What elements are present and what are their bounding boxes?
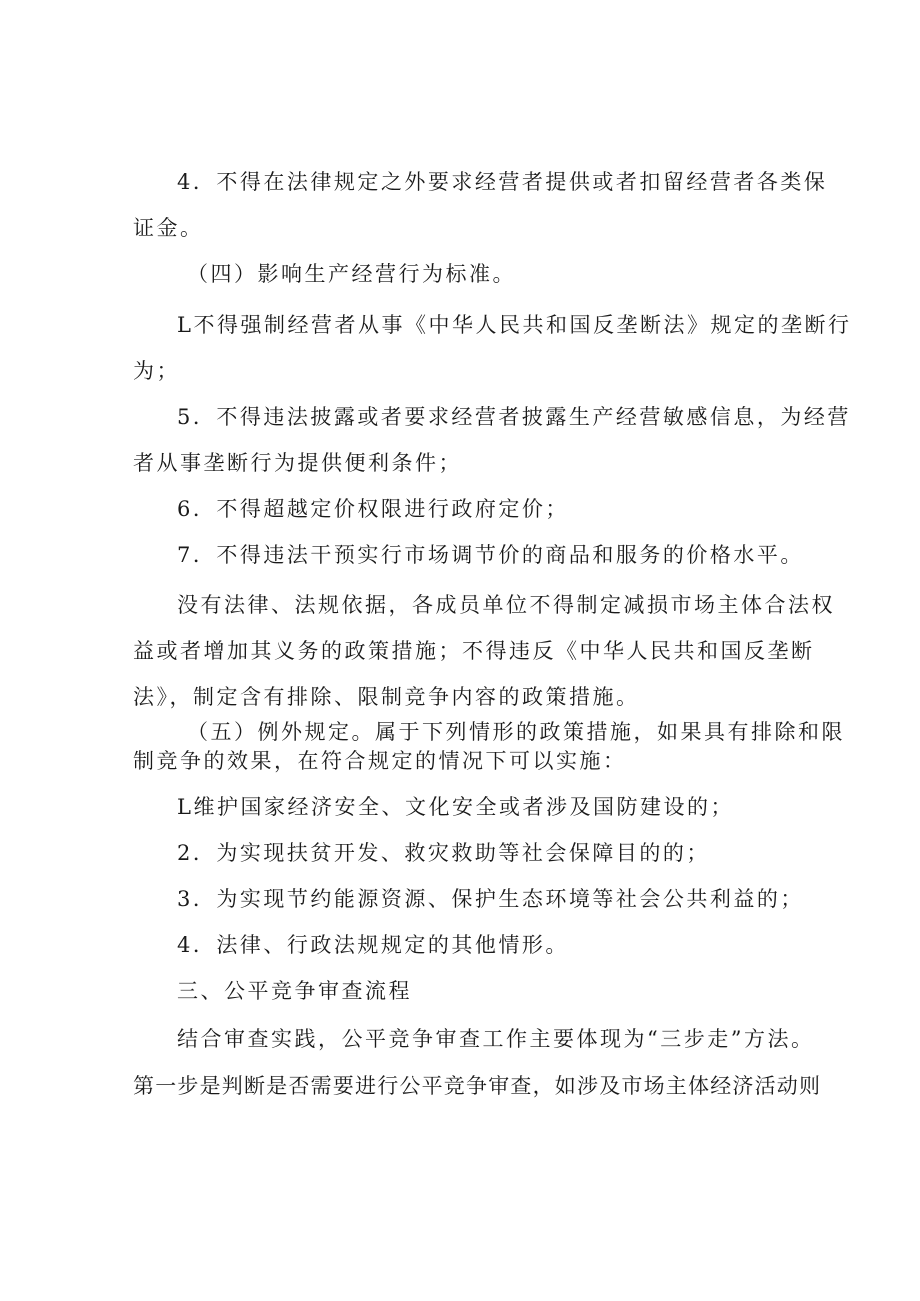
- paragraph-line: L不得强制经营者从事《中华人民共和国反垄断法》规定的垄断行: [177, 313, 852, 337]
- paragraph-line: 第一步是判断是否需要进行公平竞争审查，如涉及市场主体经济活动则: [133, 1074, 822, 1098]
- paragraph-line: 为；: [133, 359, 180, 383]
- paragraph-line: 者从事垄断行为提供便利条件；: [133, 451, 462, 475]
- paragraph-line: 结合审查实践，公平竞争审查工作主要体现为“三步走”方法。: [177, 1027, 815, 1051]
- paragraph-line: L维护国家经济安全、文化安全或者涉及国防建设的；: [177, 795, 734, 819]
- paragraph-line: 7．不得违法干预实行市场调节价的商品和服务的价格水平。: [177, 543, 804, 567]
- paragraph-line: 法》，制定含有排除、限制竞争内容的政策措施。: [133, 685, 640, 709]
- section-heading: 三、公平竞争审查流程: [177, 979, 412, 1003]
- paragraph-line: 4．不得在法律规定之外要求经营者提供或者扣留经营者各类保: [177, 170, 828, 194]
- paragraph-line: 6．不得超越定价权限进行政府定价；: [177, 497, 569, 521]
- paragraph-line: 4．法律、行政法规规定的其他情形。: [177, 933, 569, 957]
- paragraph-line: 2．为实现扶贫开发、救灾救助等社会保障目的的；: [177, 841, 710, 865]
- paragraph-line: 证金。: [133, 216, 204, 240]
- paragraph-line: 益或者增加其义务的政策措施；不得违反《中华人民共和国反垄断: [133, 639, 815, 663]
- section-heading: （四）影响生产经营行为标准。: [187, 262, 516, 286]
- paragraph-line: 制竞争的效果，在符合规定的情况下可以实施：: [133, 749, 627, 773]
- paragraph-line: 没有法律、法规依据，各成员单位不得制定减损市场主体合法权: [177, 593, 835, 617]
- paragraph-line: 5．不得违法披露或者要求经营者披露生产经营敏感信息，为经营: [177, 405, 851, 429]
- paragraph-line: 3．为实现节约能源资源、保护生态环境等社会公共利益的；: [177, 887, 804, 911]
- section-heading: （五）例外规定。属于下列情形的政策措施，如果具有排除和限: [187, 720, 845, 744]
